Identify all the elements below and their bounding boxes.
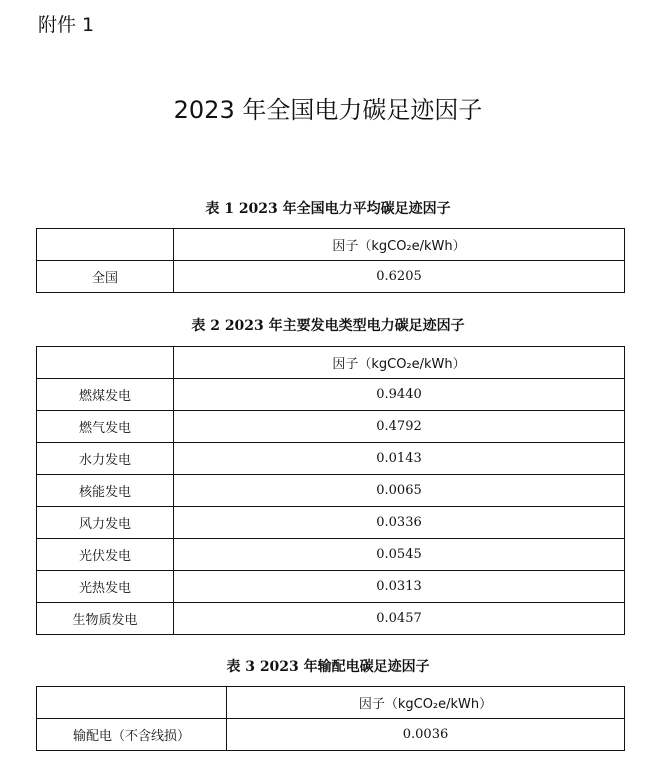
table-row xyxy=(37,411,625,443)
row-value: 0.0143 xyxy=(174,443,625,475)
row-label: 风力发电 xyxy=(37,507,174,539)
table-2 xyxy=(36,346,625,635)
table-row xyxy=(37,539,625,571)
row-label: 光伏发电 xyxy=(37,539,174,571)
factor-header: 因子（kgCO₂e/kWh） xyxy=(174,229,625,261)
header-empty-cell xyxy=(37,347,174,379)
row-label: 核能发电 xyxy=(37,475,174,507)
row-value: 0.0065 xyxy=(174,475,625,507)
page-title: 2023 年全国电力碳足迹因子 xyxy=(173,96,483,124)
table-row xyxy=(37,475,625,507)
header-empty-cell xyxy=(37,687,227,719)
row-value: 0.0336 xyxy=(174,507,625,539)
row-value: 0.0545 xyxy=(174,539,625,571)
table-row xyxy=(37,507,625,539)
factor-header: 因子（kgCO₂e/kWh） xyxy=(227,687,625,719)
row-value: 0.6205 xyxy=(174,261,625,293)
row-value: 0.0036 xyxy=(227,719,625,751)
row-value: 0.0313 xyxy=(174,571,625,603)
header-empty-cell xyxy=(37,229,174,261)
table-row xyxy=(37,443,625,475)
factor-header: 因子（kgCO₂e/kWh） xyxy=(174,347,625,379)
table-row xyxy=(37,261,625,293)
table-1-caption: 表 1 2023 年全国电力平均碳足迹因子 xyxy=(205,201,451,217)
table-row xyxy=(37,603,625,635)
table-1 xyxy=(36,228,625,293)
row-label: 输配电（不含线损） xyxy=(37,719,227,751)
table-header-row xyxy=(37,687,625,719)
row-label: 光热发电 xyxy=(37,571,174,603)
attachment-label: 附件 1 xyxy=(38,14,95,36)
row-value: 0.0457 xyxy=(174,603,625,635)
row-label: 水力发电 xyxy=(37,443,174,475)
table-header-row xyxy=(37,347,625,379)
table-row xyxy=(37,379,625,411)
row-value: 0.9440 xyxy=(174,379,625,411)
row-label: 燃煤发电 xyxy=(37,379,174,411)
table-header-row xyxy=(37,229,625,261)
row-label: 燃气发电 xyxy=(37,411,174,443)
table-3-caption: 表 3 2023 年输配电碳足迹因子 xyxy=(226,659,430,675)
table-2-caption: 表 2 2023 年主要发电类型电力碳足迹因子 xyxy=(191,318,465,334)
row-label: 生物质发电 xyxy=(37,603,174,635)
table-3 xyxy=(36,686,625,751)
table-row xyxy=(37,719,625,751)
table-row xyxy=(37,571,625,603)
row-value: 0.4792 xyxy=(174,411,625,443)
row-label: 全国 xyxy=(37,261,174,293)
